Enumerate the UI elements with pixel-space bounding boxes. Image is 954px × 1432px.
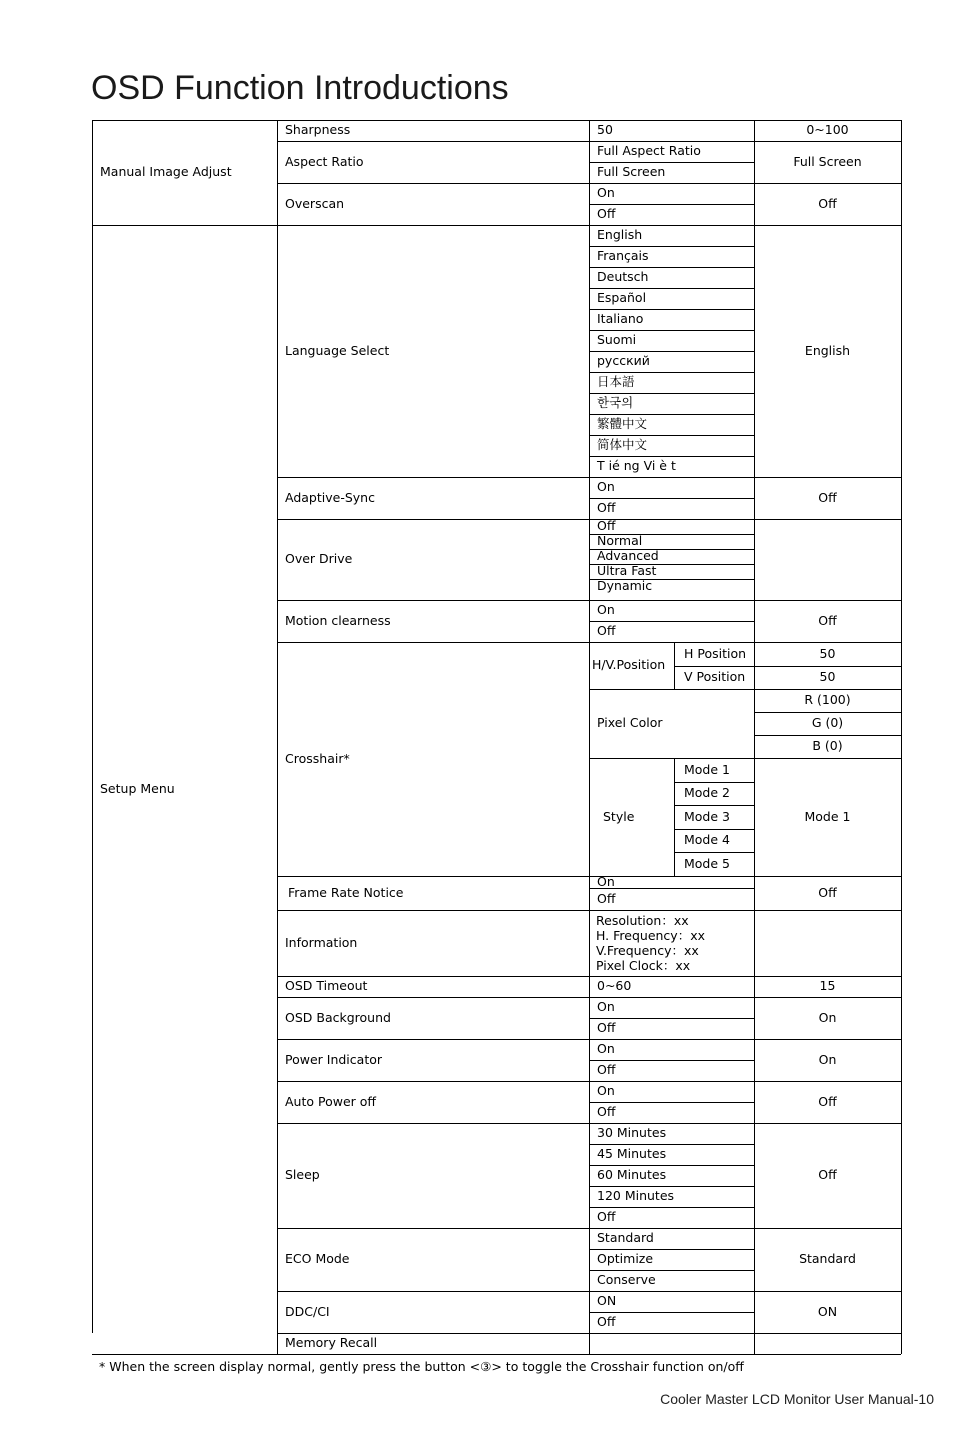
option-ultra-fast: Ultra Fast [597,564,657,579]
table-rule [589,1186,754,1187]
table-rule [754,712,901,713]
option-off: Off [597,1209,616,1225]
h-position-value: 50 [819,645,836,661]
information-line: H. Frequency：xx [596,928,705,943]
menu-item-information: Information [285,934,358,950]
default-value: Full Screen [793,153,862,169]
menu-item-eco-mode: ECO Mode [285,1251,350,1267]
table-rule [589,288,754,289]
option-dynamic: Dynamic [597,579,653,594]
option-t-i-ng-vi-t: T ié ng Vi è t [597,458,676,474]
page-footer: Cooler Master LCD Monitor User Manual-10 [660,1391,934,1407]
pixel-color-value: B (0) [812,738,843,754]
option-suomi: Suomi [597,332,637,348]
table-rule [589,549,754,550]
table-rule [589,498,754,499]
option-off: Off [597,1314,616,1330]
table-rule [754,120,755,1354]
table-rule [589,267,754,268]
option-normal: Normal [597,534,643,549]
option-standard: Standard [597,1230,654,1246]
table-rule [589,435,754,436]
option-30-minutes: 30 Minutes [597,1125,667,1141]
menu-item-crosshair: Crosshair* [285,750,350,766]
table-rule [674,666,901,667]
information-line: Resolution：xx [596,913,689,928]
option-optimize: Optimize [597,1251,654,1267]
table-rule [674,829,754,830]
table-rule [589,204,754,205]
style-mode-option: Mode 1 [684,761,730,777]
menu-item-frame-rate-notice: Frame Rate Notice [288,884,404,900]
table-rule [589,330,754,331]
default-value: English [804,342,851,358]
default-value [754,519,901,600]
table-rule [589,1270,754,1271]
table-rule [589,1102,754,1103]
option-full-screen: Full Screen [597,164,666,180]
table-rule [589,579,754,580]
option-conserve: Conserve [597,1272,656,1288]
table-rule [674,805,754,806]
table-rule [674,852,754,853]
option-advanced: Advanced [597,549,659,564]
pixel-color-label: Pixel Color [597,715,663,731]
option-on: On [597,999,615,1015]
table-rule [277,120,278,1354]
table-rule [589,888,754,889]
option-off: Off [597,623,616,639]
table-rule [589,1144,754,1145]
menu-item-language-select: Language Select [285,342,390,358]
table-rule [674,782,754,783]
option-50: 50 [597,122,613,138]
menu-item-memory-recall: Memory Recall [285,1335,378,1351]
default-value: Off [818,1093,837,1109]
table-rule [589,564,754,565]
option-off: Off [597,500,616,516]
v-position-label: V Position [684,669,746,685]
option-off: Off [597,1020,616,1036]
menu-item-over-drive: Over Drive [285,551,353,567]
default-value [754,910,901,976]
v-position-value: 50 [819,669,836,685]
option-0-60: 0~60 [597,978,632,994]
style-mode-option: Mode 2 [684,785,730,801]
pixel-color-value: G (0) [811,715,844,731]
menu-item-osd-background: OSD Background [285,1009,391,1025]
option-fran-ais: Français [597,248,649,264]
option-on: On [597,185,615,201]
option-off: Off [597,519,616,534]
default-value: Off [818,612,837,628]
option-on: On [597,1041,615,1057]
menu-item-osd-timeout: OSD Timeout [285,978,368,994]
menu-item-power-indicator: Power Indicator [285,1051,383,1067]
menu-item-sleep: Sleep [285,1167,320,1183]
table-rule [901,120,902,1354]
table-rule [589,1060,754,1061]
option-off: Off [597,1062,616,1078]
table-rule [589,534,754,535]
menu-item-adaptive-sync: Adaptive-Sync [285,489,375,505]
table-rule [589,1018,754,1019]
option-45-minutes: 45 Minutes [597,1146,667,1162]
menu-item-auto-power-off: Auto Power off [285,1093,377,1109]
table-rule [589,351,754,352]
option-deutsch: Deutsch [597,269,649,285]
osd-function-table [92,120,901,1354]
option-full-aspect-ratio: Full Aspect Ratio [597,143,701,159]
option-item: 繁體中文 [597,416,648,432]
table-rule [674,758,675,876]
table-rule [589,456,754,457]
footnote: * When the screen display normal, gently press the button <③> to toggle the Crosshair function on/off [99,1359,744,1374]
option-english: English [597,227,643,243]
pixel-color-value: R (100) [804,692,851,708]
option-espa-ol: Español [597,290,647,306]
option-on: On [597,602,615,618]
option-italiano: Italiano [597,311,644,327]
table-rule [92,120,93,1333]
default-value: Off [818,195,837,211]
table-rule [589,1312,754,1313]
default-value: On [818,1051,837,1067]
information-line: Pixel Clock：xx [596,958,691,973]
hv-position-label: H/V.Position [592,657,666,673]
option-blank [589,1333,754,1354]
information-line: V.Frequency：xx [596,943,699,958]
option-off: Off [597,206,616,222]
table-rule [92,1354,901,1355]
option-on: On [597,1083,615,1099]
table-rule [589,1165,754,1166]
default-value: Standard [799,1251,856,1267]
menu-item-aspect-ratio: Aspect Ratio [285,153,364,169]
menu-item-ddc-ci: DDC/CI [285,1303,330,1319]
page-title: OSD Function Introductions [91,69,509,107]
menu-item-motion-clearness: Motion clearness [285,612,391,628]
option-on: On [597,479,615,495]
table-rule [589,621,754,622]
style-label: Style [603,808,635,824]
default-value [754,1333,901,1354]
style-mode-option: Mode 3 [684,808,730,824]
menu-item-sharpness: Sharpness [285,122,351,138]
default-value: On [818,1009,837,1025]
table-rule [589,372,754,373]
table-rule [754,735,901,736]
table-rule [589,1249,754,1250]
section-setup-menu: Setup Menu [100,781,175,797]
option-on: ON [597,1293,617,1309]
option-item: 日本語 [597,374,635,390]
option-on: On [597,876,615,888]
table-rule [589,246,754,247]
table-rule [589,393,754,394]
default-value: Off [818,489,837,505]
menu-item-overscan: Overscan [285,195,345,211]
default-value: Off [818,884,837,900]
option-item: 简体中文 [597,437,648,453]
table-rule [589,162,754,163]
option-item: русский [597,353,650,369]
style-mode-option: Mode 5 [684,855,730,871]
option-120-minutes: 120 Minutes [597,1188,675,1204]
default-value: 15 [819,978,836,994]
option-off: Off [597,890,616,906]
table-rule [589,414,754,415]
option-item: 한국의 [597,395,634,411]
section-manual-image-adjust: Manual Image Adjust [100,164,232,180]
h-position-label: H Position [684,645,747,661]
style-default-value: Mode 1 [804,808,851,824]
table-rule [589,1207,754,1208]
option-60-minutes: 60 Minutes [597,1167,667,1183]
table-rule [674,642,675,689]
information-values [589,910,754,976]
table-rule [589,120,590,1354]
option-off: Off [597,1104,616,1120]
default-value: Off [818,1167,837,1183]
table-rule [589,309,754,310]
style-mode-option: Mode 4 [684,832,730,848]
default-value: ON [817,1303,838,1319]
default-value: 0~100 [806,122,849,138]
